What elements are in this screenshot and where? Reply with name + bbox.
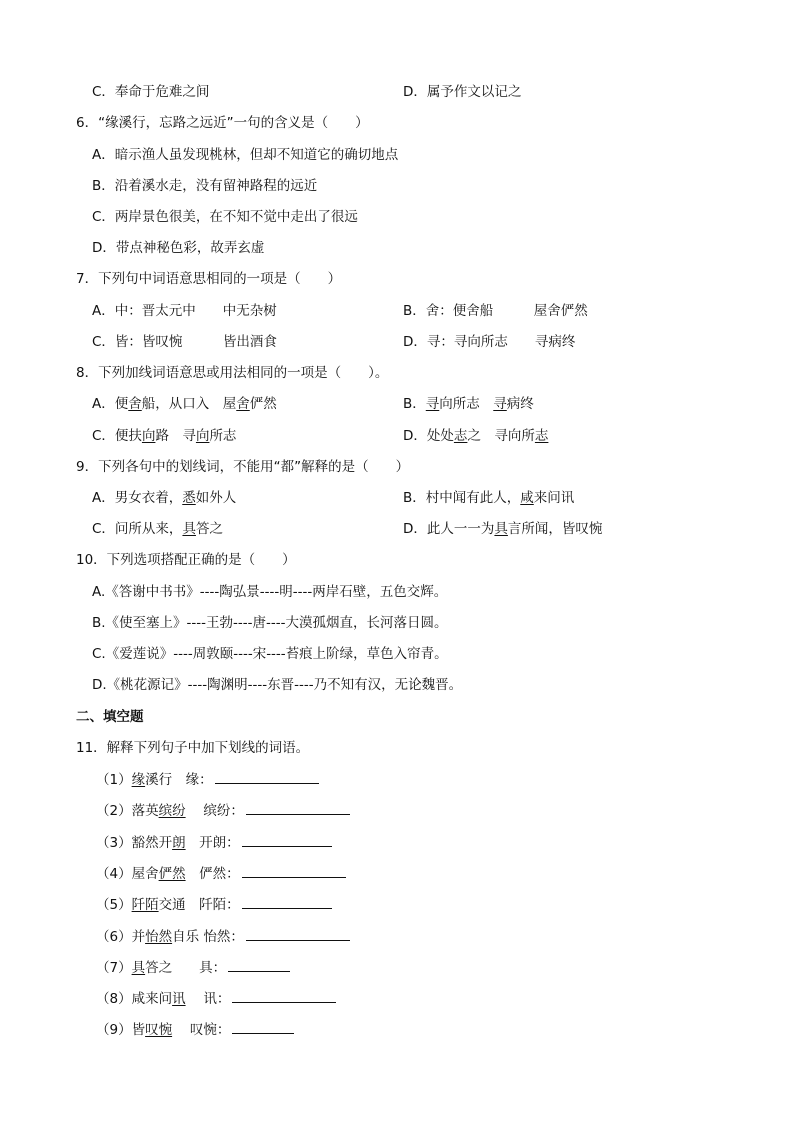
q6-option-c: C．两岸景色很美，在不知不觉中走出了很远 [92,209,358,225]
answer-blank[interactable] [242,833,332,847]
q8-option-a: A．便舍船，从口入 屋舍俨然 [92,396,277,412]
q7-option-d: D．寻：寻向所志 寻病终 [403,334,576,350]
q11-item-8: （8）咸来问讯 讯： [96,989,336,1008]
q10-option-a: A.《答谢中书书》----陶弘景----明----两岸石壁，五色交辉。 [92,584,448,600]
q9-option-a: A．男女衣着，悉如外人 [92,490,237,506]
q11-item-9: （9）皆叹惋 叹惋： [96,1020,294,1039]
q5-option-d: D．属予作文以记之 [403,84,522,100]
q10-stem: 10．下列选项搭配正确的是（ ） [76,552,296,568]
answer-blank[interactable] [232,1020,294,1034]
q10-option-b: B.《使至塞上》----王勃----唐----大漠孤烟直，长河落日圆。 [92,615,448,631]
q10-option-c: C.《爱莲说》----周敦颐----宋----苔痕上阶绿，草色入帘青。 [92,646,448,662]
answer-blank[interactable] [242,864,346,878]
q8-option-b: B．寻向所志 寻病终 [403,396,534,412]
answer-blank[interactable] [242,895,332,909]
q7-option-c: C．皆：皆叹惋 皆出酒食 [92,334,277,350]
q9-option-d: D．此人一一为具言所闻，皆叹惋 [403,521,603,537]
q10-option-d: D.《桃花源记》----陶渊明----东晋----乃不知有汉，无论魏晋。 [92,677,463,693]
answer-blank[interactable] [246,801,350,815]
q11-item-3: （3）豁然开朗 开朗： [96,833,332,852]
q7-option-a: A．中：晋太元中 中无杂树 [92,303,277,319]
q11-item-2: （2）落英缤纷 缤纷： [96,801,350,820]
q11-item-4: （4）屋舍俨然 俨然： [96,864,346,883]
q8-option-d: D．处处志之 寻向所志 [403,428,549,444]
q7-option-b: B．舍：便舍船 屋舍俨然 [403,303,588,319]
q11-item-5: （5）阡陌交通 阡陌： [96,895,332,914]
q7-stem: 7．下列句中词语意思相同的一项是（ ） [76,271,342,287]
q6-option-d: D．带点神秘色彩，故弄玄虚 [92,240,265,256]
answer-blank[interactable] [232,989,336,1003]
q8-stem: 8．下列加线词语意思或用法相同的一项是（ ）。 [76,365,389,381]
answer-blank[interactable] [246,927,350,941]
q8-option-c: C．便扶向路 寻向所志 [92,428,237,444]
answer-blank[interactable] [215,770,319,784]
q11-item-1: （1）缘溪行 缘： [96,770,319,789]
q6-stem: 6．“缘溪行，忘路之远近”一句的含义是（ ） [76,115,369,131]
q11-item-6: （6）并怡然自乐 怡然： [96,927,350,946]
q11-item-7: （7）具答之 具： [96,958,290,977]
answer-blank[interactable] [228,958,290,972]
q9-stem: 9．下列各句中的划线词，不能用“都”解释的是（ ） [76,459,410,475]
q9-option-b: B．村中闻有此人，咸来问讯 [403,490,575,506]
q6-option-a: A．暗示渔人虽发现桃林，但却不知道它的确切地点 [92,147,399,163]
q6-option-b: B．沿着溪水走，没有留神路程的远近 [92,178,318,194]
q9-option-c: C．问所从来，具答之 [92,521,223,537]
section-heading: 二、填空题 [76,709,144,725]
q5-option-c: C．奉命于危难之间 [92,84,210,100]
q11-stem: 11．解释下列句子中加下划线的词语。 [76,740,310,756]
